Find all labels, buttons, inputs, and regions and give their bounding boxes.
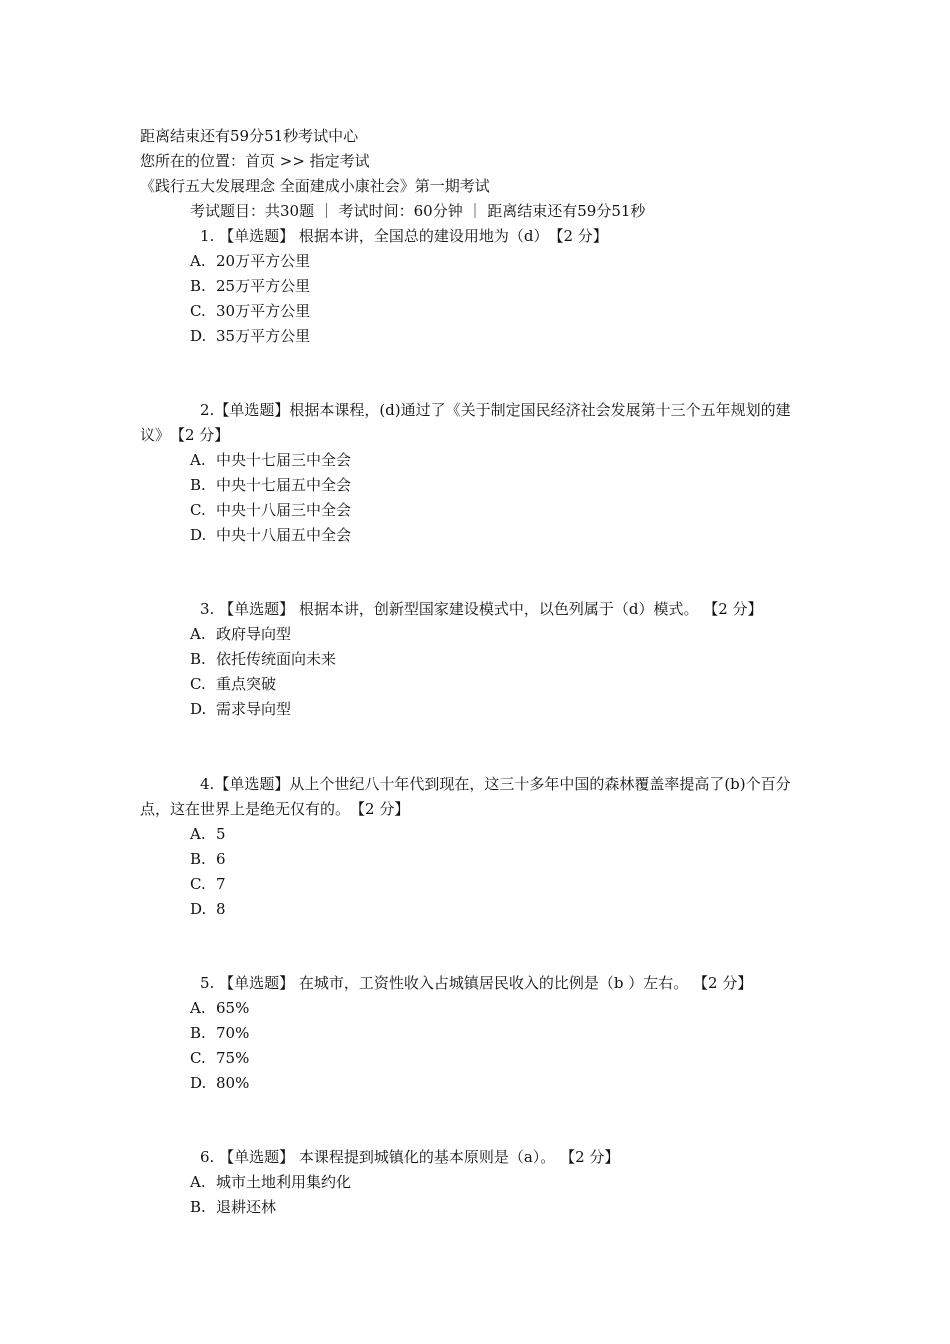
option-text: 中央十八届三中全会 <box>216 501 352 519</box>
question-number: 4. <box>200 775 215 793</box>
option-text: 中央十七届五中全会 <box>216 476 352 494</box>
option-letter: B. <box>190 650 206 668</box>
option-letter: A. <box>190 625 206 643</box>
question-4-option-b[interactable] <box>190 849 226 869</box>
option-letter: A. <box>190 825 206 843</box>
question-5-option-a[interactable] <box>190 998 249 1018</box>
question-2-option-a[interactable] <box>190 450 351 470</box>
question-2-title <box>140 398 810 448</box>
question-3-option-c[interactable] <box>190 674 276 694</box>
option-text: 80% <box>216 1074 250 1092</box>
option-text: 70% <box>216 1024 250 1042</box>
question-text: 【单选题】 根据本讲，全国总的建设用地为（d） 【2 分】 <box>219 227 608 245</box>
option-text: 5 <box>216 825 226 843</box>
question-text: 【单选题】根据本课程，(d)通过了《关于制定国民经济社会发展第十三个五年规划的建议》 【2 分】 <box>140 401 791 444</box>
option-letter: C. <box>190 1049 206 1067</box>
option-letter: B. <box>190 1024 206 1042</box>
option-letter: D. <box>190 327 207 345</box>
option-letter: C. <box>190 875 206 893</box>
option-text: 75% <box>216 1049 250 1067</box>
option-text: 中央十八届五中全会 <box>216 526 352 544</box>
question-text: 【单选题】 本课程提到城镇化的基本原则是（a）。 【2 分】 <box>219 1148 620 1166</box>
option-text: 退耕还林 <box>216 1198 277 1216</box>
option-letter: B. <box>190 277 206 295</box>
option-letter: C. <box>190 501 206 519</box>
option-text: 7 <box>216 875 226 893</box>
page-title: 《践行五大发展理念 全面建成小康社会》第一期考试 <box>140 177 490 195</box>
option-text: 重点突破 <box>216 675 277 693</box>
question-3-option-d[interactable] <box>190 699 291 719</box>
question-1-option-b[interactable] <box>190 276 310 296</box>
question-6-option-a[interactable] <box>190 1172 351 1192</box>
question-3-option-a[interactable] <box>190 624 291 644</box>
option-text: 依托传统面向未来 <box>216 650 337 668</box>
question-4-option-a[interactable] <box>190 824 226 844</box>
option-text: 8 <box>216 900 226 918</box>
option-text: 35万平方公里 <box>216 327 311 345</box>
option-text: 20万平方公里 <box>216 252 311 270</box>
question-1-title <box>200 226 608 246</box>
option-text: 6 <box>216 850 226 868</box>
breadcrumb: 您所在的位置：首页 >> 指定考试 <box>140 152 370 170</box>
question-text: 【单选题】从上个世纪八十年代到现在，这三十多年中国的森林覆盖率提高了(b)个百分点，这在世界上是绝无仅有的。 【2 分】 <box>140 775 791 818</box>
option-letter: D. <box>190 700 207 718</box>
question-1-option-c[interactable] <box>190 301 310 321</box>
option-letter: A. <box>190 451 206 469</box>
option-letter: A. <box>190 999 206 1017</box>
question-text: 【单选题】 在城市，工资性收入占城镇居民收入的比例是（b ）左右。 【2 分】 <box>219 974 753 992</box>
question-2-option-b[interactable] <box>190 475 351 495</box>
option-letter: D. <box>190 900 207 918</box>
option-text: 30万平方公里 <box>216 302 311 320</box>
question-6-title <box>200 1147 619 1167</box>
question-number: 3. <box>200 600 215 618</box>
question-number: 5. <box>200 974 215 992</box>
option-text: 65% <box>216 999 250 1017</box>
question-5-option-c[interactable] <box>190 1048 249 1068</box>
question-5-option-b[interactable] <box>190 1023 249 1043</box>
option-letter: D. <box>190 1074 207 1092</box>
question-2-option-c[interactable] <box>190 500 351 520</box>
option-letter: C. <box>190 302 206 320</box>
question-3-option-b[interactable] <box>190 649 336 669</box>
option-letter: D. <box>190 526 207 544</box>
question-2-option-d[interactable] <box>190 525 351 545</box>
question-5-option-d[interactable] <box>190 1073 249 1093</box>
option-text: 中央十七届三中全会 <box>216 451 352 469</box>
option-letter: C. <box>190 675 206 693</box>
question-text: 【单选题】 根据本讲，创新型国家建设模式中，以色列属于（d）模式。 【2 分】 <box>219 600 763 618</box>
option-letter: A. <box>190 1173 206 1191</box>
countdown-header: 距离结束还有59分51秒考试中心 <box>140 127 359 145</box>
question-6-option-b[interactable] <box>190 1197 276 1217</box>
option-text: 城市土地利用集约化 <box>216 1173 352 1191</box>
option-text: 25万平方公里 <box>216 277 311 295</box>
question-4-option-c[interactable] <box>190 874 226 894</box>
option-letter: B. <box>190 476 206 494</box>
question-4-title <box>140 772 810 822</box>
question-4-option-d[interactable] <box>190 899 226 919</box>
option-letter: A. <box>190 252 206 270</box>
question-1-option-d[interactable] <box>190 326 310 346</box>
question-number: 1. <box>200 227 215 245</box>
option-letter: B. <box>190 1198 206 1216</box>
option-text: 需求导向型 <box>216 700 292 718</box>
question-number: 6. <box>200 1148 215 1166</box>
option-text: 政府导向型 <box>216 625 292 643</box>
question-3-title <box>200 599 763 619</box>
exam-info-bar: 考试题目：共30题 ｜ 考试时间：60分钟 ｜ 距离结束还有59分51秒 <box>190 202 646 220</box>
question-number: 2. <box>200 401 215 419</box>
question-5-title <box>200 973 752 993</box>
question-1-option-a[interactable] <box>190 251 310 271</box>
option-letter: B. <box>190 850 206 868</box>
